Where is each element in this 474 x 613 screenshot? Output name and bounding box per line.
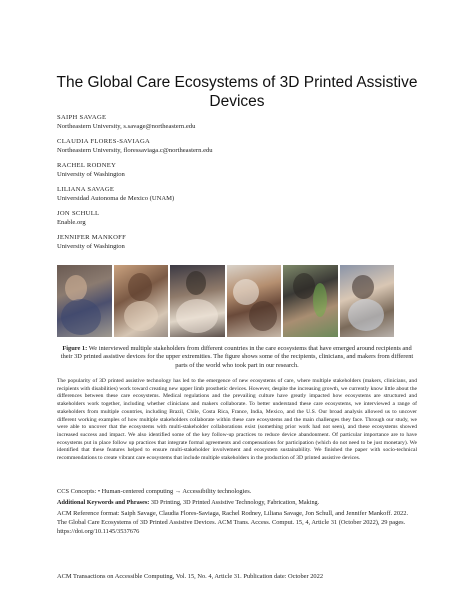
author-affiliation: Northeastern University, floressaviaga.c@northeastern.edu [57, 147, 213, 154]
author-affiliation: University of Washington [57, 171, 125, 178]
figure-photo-strip [57, 265, 394, 337]
acm-reference: ACM Reference format: Saiph Savage, Claudia Flores-Saviaga, Rachel Rodney, Liliana Savage, Jon Schull, and Jennifer Mankoff. 2022. The Global Care Ecosystems of 3D Printed Assistive Devices. ACM Trans. Access. Comput. 15, 4, Article 31 (October 2022), 29 pages. https://doi.org/10.1145/3537676 [57, 510, 409, 535]
author-name: LILIANA SAVAGE [57, 186, 115, 193]
author-name: JON SCHULL [57, 210, 100, 217]
author-name: RACHEL RODNEY [57, 162, 117, 169]
figure-photo [283, 265, 338, 337]
keywords-label: Additional Keywords and Phrases: [57, 499, 150, 506]
figure-photo [227, 265, 282, 337]
author-affiliation: Enable.org [57, 219, 86, 226]
author-name: JENNIFER MANKOFF [57, 234, 127, 241]
author-affiliation: Universidad Autonoma de Mexico (UNAM) [57, 195, 175, 202]
abstract: The popularity of 3D printed assistive technology has led to the emergence of new ecosystems of care, where multiple stakeholders (makers, clinicians, and recipients with disabilities) work toward creating new upper limb prosthetic devices. However, despite the increasing growth, we currently know little about the differences between these care ecosystems. Medical regulations and the prevailing culture have greatly impacted how ecosystems are structured and stakeholders work together, including whether clinicians and makers collaborate. To better understand these care ecosystems, we interviewed a range of stakeholders from multiple countries, including Brazil, Chile, Costa Rica, France, India, Mexico, and the U.S. Our broad analysis allowed us to uncover different working examples of how multiple stakeholders collaborate within these care ecosystems and the main challenges they face. Through our study, we were able to uncover that the ecosystems with multi-stakeholder collaborations exist (something prior work had not seen), and these ecosystems showed increased success and impact. We also identified some of the key follow-up practices to reduce device abandonment. Of particular importance are to have ecosystems put in place follow up practices that integrate formal agreements and compensations for participation (which do not need to be just monetary). We identified that these features helped to ensure multi-stakeholder involvement and ecosystem sustainability. We finished the paper with socio-technical recommendations to create vibrant care ecosystems that include multiple stakeholders in the production of 3D printed assistive devices. [57, 378, 417, 462]
figure-photo [340, 265, 395, 337]
keywords-text: 3D Printing, 3D Printed Assistive Technology, Fabrication, Making. [150, 499, 320, 506]
paper-title: The Global Care Ecosystems of 3D Printed Assistive Devices [56, 74, 418, 110]
figure-photo [114, 265, 169, 337]
figure-caption [57, 345, 417, 370]
author-block [57, 233, 427, 251]
page-footer: ACM Transactions on Accessible Computing, Vol. 15, No. 4, Article 31. Publication date: October 2022 [57, 573, 324, 580]
author-affiliation: University of Washington [57, 243, 125, 250]
author-block [57, 161, 427, 179]
figure-caption-text: We interviewed multiple stakeholders from different countries in the care ecosystems that have emerged around recipients and their 3D printed assistive devices for the upper extremities. The figure shows some of the recipients, clinicians, and makers from different parts of the world who took part in our research. [60, 345, 414, 369]
ccs-concepts: CCS Concepts: • Human-centered computing → Accessibility technologies. [57, 488, 252, 495]
author-name: CLAUDIA FLORES-SAVIAGA [57, 138, 151, 145]
author-name: SAIPH SAVAGE [57, 114, 107, 121]
author-block [57, 185, 427, 203]
figure-photo [170, 265, 225, 337]
figure-photo [57, 265, 112, 337]
author-list [57, 113, 427, 257]
author-affiliation: Northeastern University, s.savage@northeastern.edu [57, 123, 196, 130]
author-block [57, 113, 427, 131]
author-block [57, 209, 427, 227]
figure-caption-label: Figure 1: [62, 345, 88, 352]
keywords [57, 499, 417, 508]
author-block [57, 137, 427, 155]
